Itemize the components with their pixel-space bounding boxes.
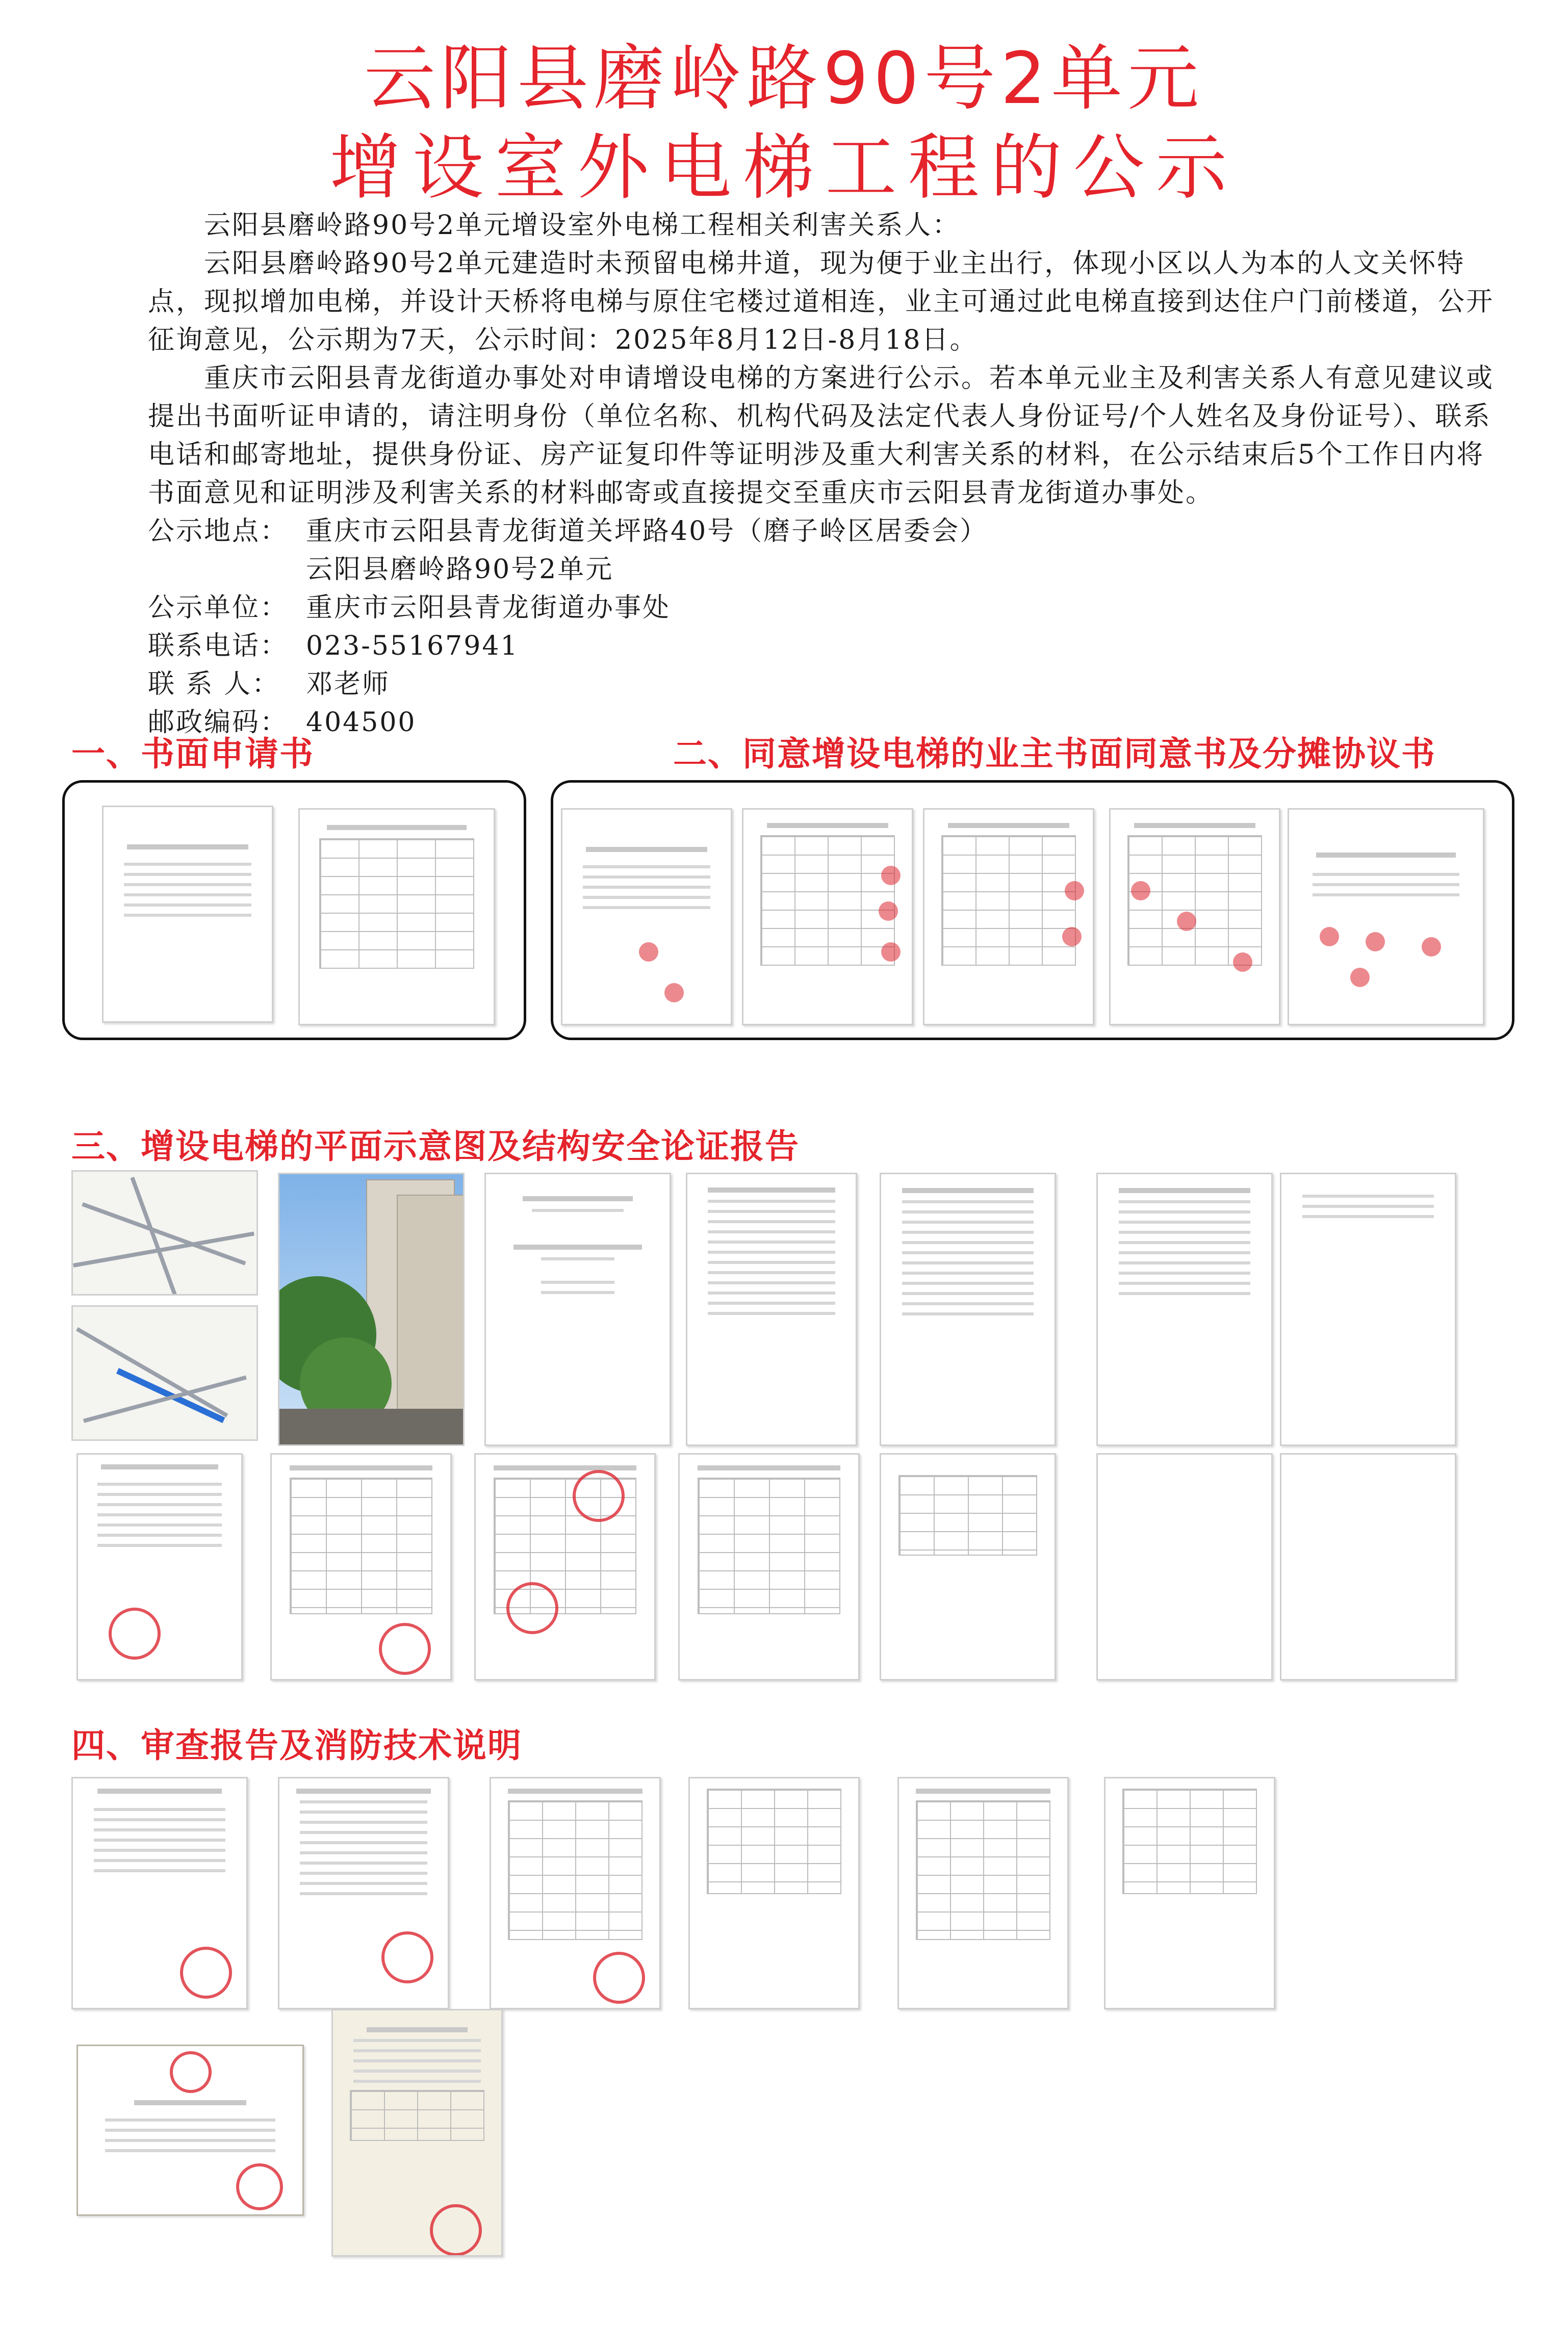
business-license-thumbnail [76, 2045, 304, 2216]
audit-report-page-3 [688, 1777, 860, 2009]
special-equipment-license-thumbnail [331, 2009, 503, 2257]
unit-value: 重庆市云阳县青龙街道办事处 [306, 592, 671, 623]
structural-report-page-1 [686, 1173, 857, 1446]
page-title-line1: 云阳县磨岭路90号2单元 [364, 37, 1204, 120]
structural-report-page-2 [880, 1173, 1056, 1446]
review-form-thumbnail-1 [270, 1453, 452, 1681]
postal-label: 邮政编码： [148, 707, 289, 738]
qualification-certificate-thumbnail-2 [71, 1777, 248, 2009]
fire-protection-description-thumbnail [897, 1777, 1069, 2009]
info-unit-row [148, 589, 1504, 627]
review-form-thumbnail-3 [678, 1453, 860, 1681]
contact-label: 联 系 人： [148, 669, 280, 700]
postal-value: 404500 [306, 707, 417, 738]
page-title-line2: 增设室外电梯工程的公示 [329, 126, 1239, 210]
review-form-thumbnail-5 [1096, 1453, 1273, 1681]
site-plan-map-1 [71, 1170, 258, 1296]
info-place-row [148, 512, 1504, 551]
phone-value: 023-55167941 [306, 631, 519, 661]
place-value-1: 重庆市云阳县青龙街道关坪路40号（磨子岭区居委会） [306, 516, 988, 547]
notice-paragraph-1: 云阳县磨岭路90号2单元建造时未预留电梯井道，现为便于业主出行，体现小区以人为本的人文关怀特点，现拟增加电梯，并设计天桥将电梯与原住宅楼过道相连，业主可通过此电梯直接到达住户门前楼道，公开征询意见，公示期为7天，公示时间：2025年8月12日-8月18日。 [148, 248, 1495, 355]
contact-info [148, 512, 1504, 742]
phone-label: 联系电话： [148, 631, 289, 661]
info-contact-row [148, 665, 1504, 704]
notice-salutation: 云阳县磨岭路90号2单元增设室外电梯工程相关利害关系人： [204, 210, 961, 241]
site-plan-map-2 [71, 1305, 258, 1441]
place-label: 公示地点： [148, 516, 289, 547]
section-heading-2: 二、同意增设电梯的业主书面同意书及分摊协议书 [673, 734, 1436, 773]
qualification-certificate-thumbnail-1 [76, 1453, 243, 1681]
consent-form-thumbnail-1 [561, 808, 732, 1025]
structural-report-page-3 [1096, 1173, 1273, 1446]
consent-form-thumbnail-3 [923, 808, 1094, 1025]
applicant-list-thumbnail [298, 808, 495, 1025]
contact-value: 邓老师 [306, 669, 391, 700]
audit-report-page-2 [490, 1777, 661, 2009]
info-place-row-2 [148, 551, 1504, 589]
section-heading-1: 一、书面申请书 [71, 734, 314, 773]
structural-report-cover-thumbnail [484, 1173, 671, 1446]
unit-label: 公示单位： [148, 592, 289, 623]
consent-form-thumbnail-2 [742, 808, 913, 1025]
application-letter-thumbnail [102, 806, 273, 1023]
review-form-thumbnail-2 [474, 1453, 656, 1681]
building-site-photo [278, 1173, 465, 1446]
review-form-thumbnail-4 [880, 1453, 1056, 1681]
section-heading-3: 三、增设电梯的平面示意图及结构安全论证报告 [71, 1127, 800, 1166]
section-heading-4: 四、审查报告及消防技术说明 [71, 1726, 522, 1765]
notice-paragraph-2: 重庆市云阳县青龙街道办事处对申请增设电梯的方案进行公示。若本单元业主及利害关系人有意见建议或提出书面听证申请的，请注明身份（单位名称、机构代码及法定代表人身份证号/个人姓名及身份证号）、联系电话和邮寄地址，提供身份证、房产证复印件等证明涉及重大利害关系的材料，在公示结束后5个工作日内将书面意见和证明涉及利害关系的材料邮寄或直接提交至重庆市云阳县青龙街道办事处。 [148, 363, 1495, 508]
fire-protection-table-thumbnail [1104, 1777, 1275, 2009]
consent-form-thumbnail-4 [1109, 808, 1280, 1025]
place-value-2: 云阳县磨岭路90号2单元 [306, 554, 614, 585]
notice-body [148, 206, 1504, 742]
cost-sharing-agreement-thumbnail [1288, 808, 1484, 1025]
review-form-thumbnail-6 [1280, 1453, 1456, 1681]
audit-report-page-1 [278, 1777, 449, 2009]
info-phone-row [148, 627, 1504, 665]
structural-report-page-4 [1280, 1173, 1456, 1446]
